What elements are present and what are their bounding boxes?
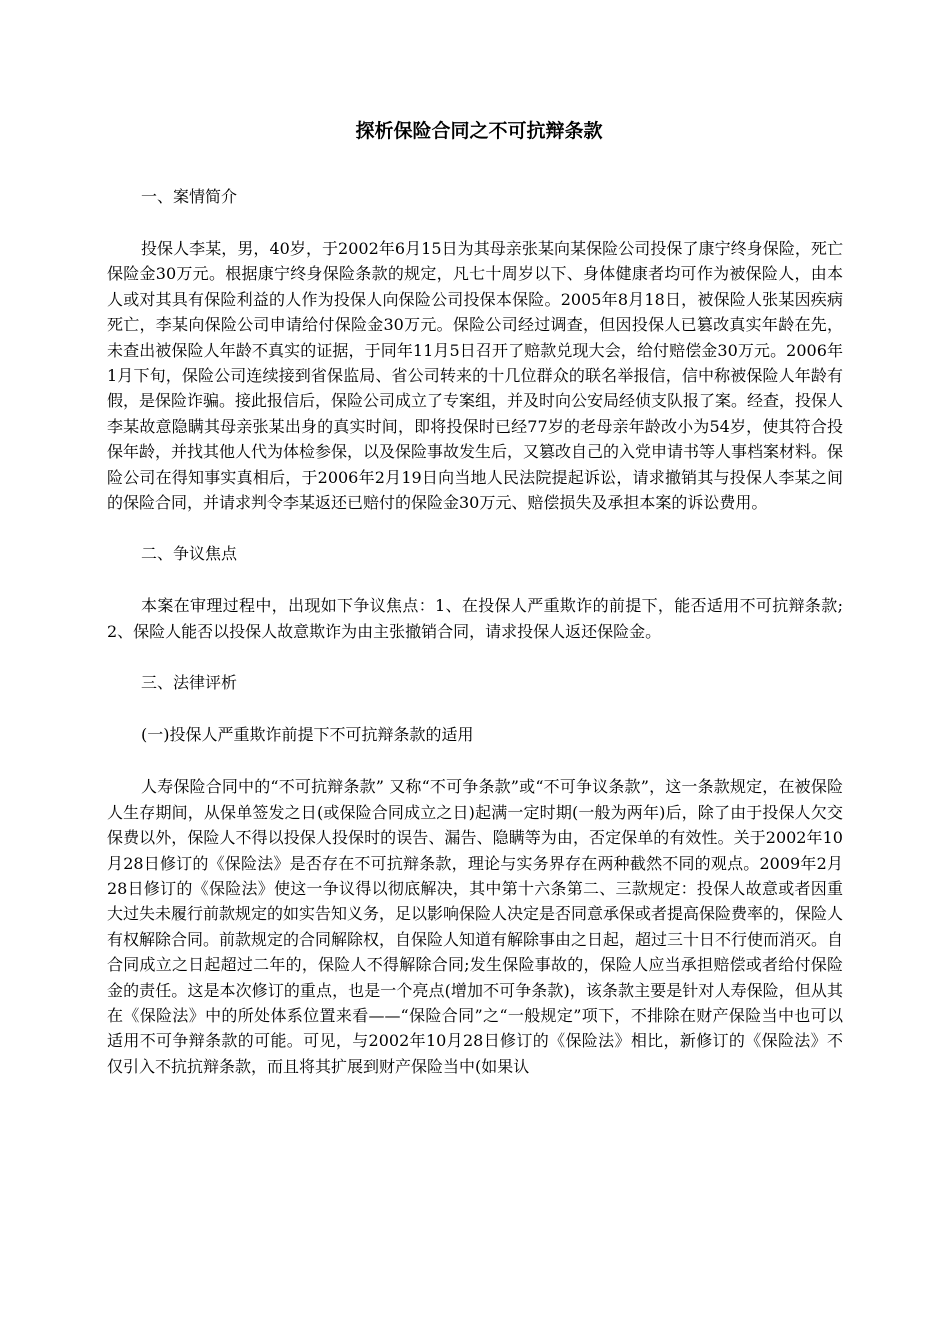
document-page <box>107 118 843 1105</box>
section-heading-case-summary: 一、案情简介 <box>141 187 238 206</box>
subsection-heading-incontestable-clause: (一)投保人严重欺诈前提下不可抗辩条款的适用 <box>141 725 474 745</box>
section-heading-legal-analysis: 三、法律评析 <box>141 673 238 693</box>
incontestable-clause-paragraph: 人寿保险合同中的“不可抗辩条款” 又称“不可争条款”或“不可争议条款”，这一条款规定，在被保险人生存期间，从保单签发之日(或保险合同成立之日)起满一定时期(一般为两年)后，除了由于投保人欠交保费以外，保险人不得以投保人投保时的误告、漏告、隐瞒等为由，否定保单的有效性。关于2002年10月28日修订的《保险法》是否存在不可抗辩条款，理论与实务界存在两种截然不同的观点。2009年2月28日修订的《保险法》使这一争议得以彻底解决，其中第十六条第二、三款规定：投保人故意或者因重大过失未履行前款规定的如实告知义务，足以影响保险人决定是否同意承保或者提高保险费率的，保险人有权解除合同。前款规定的合同解除权，自保险人知道有解除事由之日起，超过三十日不行使而消灭。自合同成立之日起超过二年的，保险人不得解除合同;发生保险事故的，保险人应当承担赔偿或者给付保险金的责任。这是本次修订的重点，也是一个亮点(增加不可争条款)，该条款主要是针对人寿保险，但从其在《保险法》中的所处体系位置来看——“保险合同”之“一般规定”项下，不排除在财产保险当中也可以适用不可争辩条款的可能。可见，与2002年10月28日修订的《保险法》相比，新修订的《保险法》不仅引入不抗抗辩条款，而且将其扩展到财产保险当中(如果认 <box>107 777 844 1076</box>
document-title: 探析保险合同之不可抗辩条款 <box>355 120 603 142</box>
dispute-focus-paragraph: 本案在审理过程中，出现如下争议焦点：1、在投保人严重欺诈的前提下，能否适用不可抗辩条款;2、保险人能否以投保人故意欺诈为由主张撤销合同，请求投保人返还保险金。 <box>107 596 843 641</box>
case-summary-paragraph: 投保人李某，男，40岁，于2002年6月15日为其母亲张某向某保险公司投保了康宁终身保险，死亡保险金30万元。根据康宁终身保险条款的规定，凡七十周岁以下、身体健康者均可作为被保险人，由本人或对其具有保险利益的人作为投保人向保险公司投保本保险。2005年8月18日，被保险人张某因疾病死亡，李某向保险公司申请给付保险金30万元。保险公司经过调查，但因投保人已篡改真实年龄在先，未查出被保险人年龄不真实的证据，于同年11月5日召开了赔款兑现大会，给付赔偿金30万元。2006年1月下旬，保险公司连续接到省保监局、省公司转来的十几位群众的联名举报信，信中称被保险人年龄有假，是保险诈骗。接此报信后，保险公司成立了专案组，并及时向公安局经侦支队报了案。经查，投保人李某故意隐瞒其母亲张某出身的真实时间，即将投保时已经77岁的老母亲年龄改小为54岁，使其符合投保年龄，并找其他人代为体检参保，以及保险事故发生后，又篡改自己的入党申请书等人事档案材料。保险公司在得知事实真相后，于2006年2月19日向当地人民法院提起诉讼，请求撤销其与投保人李某之间的保险合同，并请求判令李某返还已赔付的保险金30万元、赔偿损失及承担本案的诉讼费用。 <box>107 239 844 513</box>
section-heading-dispute-focus: 二、争议焦点 <box>141 544 238 564</box>
